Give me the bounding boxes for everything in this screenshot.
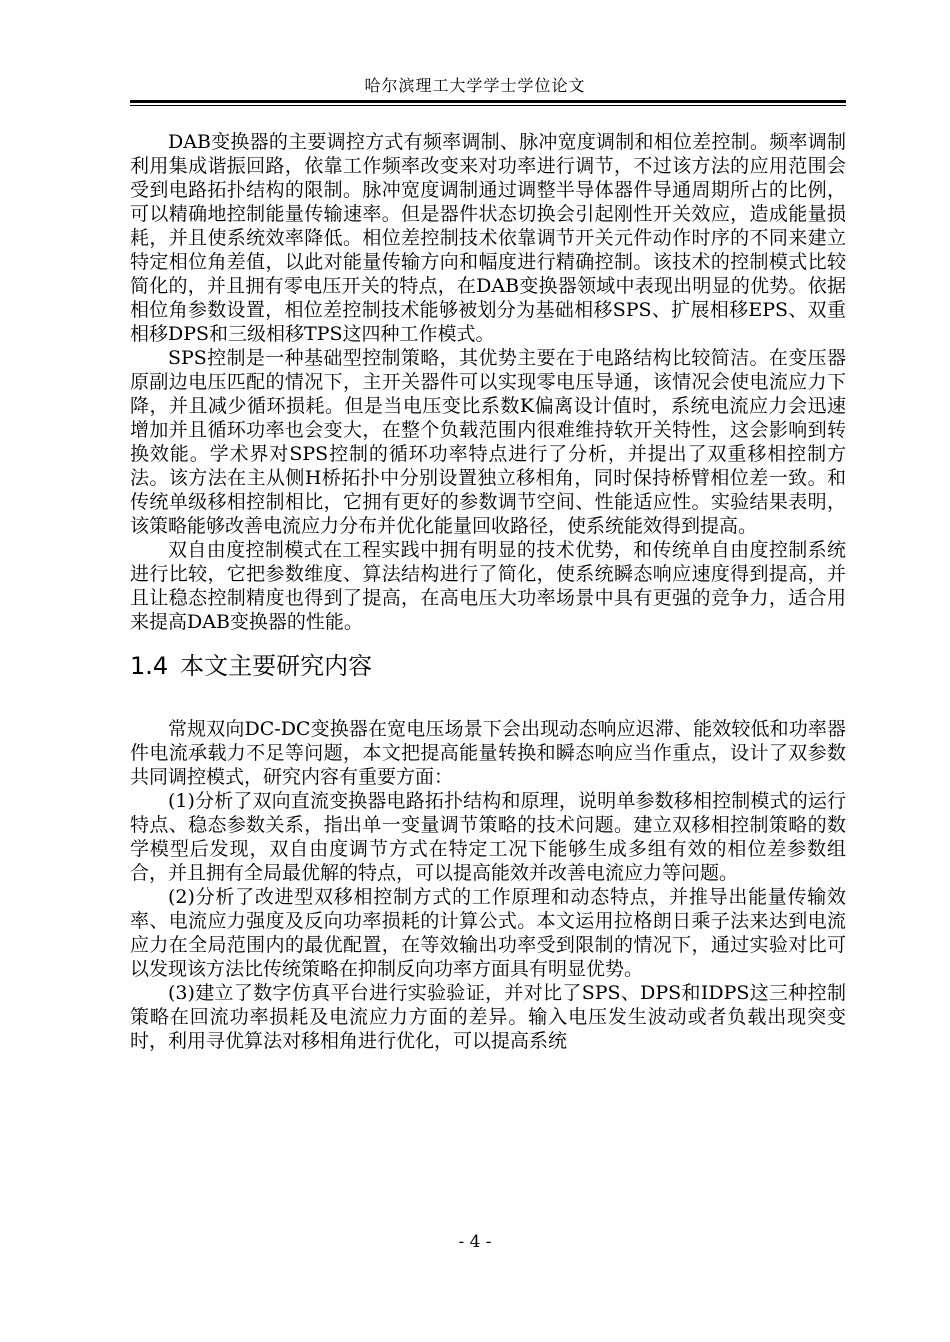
paragraph-research-intro: 常规双向DC-DC变换器在宽电压场景下会出现动态响应迟滞、能效较低和功率器件电流承载力不足等问题，本文把提高能量转换和瞬态响应当作重点，设计了双参数共同调控模式，研究内容有重要方面： bbox=[130, 718, 846, 788]
body-content bbox=[130, 130, 846, 1053]
paragraph-sps-control: SPS控制是一种基础型控制策略，其优势主要在于电路结构比较简洁。在变压器原副边电压匹配的情况下，主开关器件可以实现零电压导通，该情况会使电流应力下降，并且减少循环损耗。但是当电压变比系数K偏离设计值时，系统电流应力会迅速增加并且循环功率也会变大，在整个负载范围内很难维持软开关特性，这会影响到转换效能。学术界对SPS控制的循环功率特点进行了分析，并提出了双重移相控制方法。该方法在主从侧H桥拓扑中分别设置独立移相角，同时保持桥臂相位差一致。和传统单级移相控制相比，它拥有更好的参数调节空间、性能适应性。实验结果表明，该策略能够改善电流应力分布并优化能量回收路径，使系统能效得到提高。 bbox=[130, 347, 846, 537]
page-number: - 4 - bbox=[458, 1232, 492, 1252]
section-number: 1.4 bbox=[130, 652, 169, 680]
paragraph-dual-dof: 双自由度控制模式在工程实践中拥有明显的技术优势，和传统单自由度控制系统进行比较，它把参数维度、算法结构进行了简化，使系统瞬态响应速度得到提高，并且让稳态控制精度也得到了提高，在高电压大功率场景中具有更强的竞争力，适合用来提高DAB变换器的性能。 bbox=[130, 539, 846, 633]
paragraph-research-item-2: (2)分析了改进型双移相控制方式的工作原理和动态特点，并推导出能量传输效率、电流应力强度及反向功率损耗的计算公式。本文运用拉格朗日乘子法来达到电流应力在全局范围内的最优配置，在等效输出功率受到限制的情况下，通过实验对比可以发现该方法比传统策略在抑制反向功率方面具有明显优势。 bbox=[130, 886, 846, 980]
header-rule-thin bbox=[130, 105, 846, 106]
running-header: 哈尔滨理工大学学士学位论文 bbox=[364, 76, 586, 95]
paragraph-research-item-1: (1)分析了双向直流变换器电路拓扑结构和原理，说明单参数移相控制模式的运行特点、稳态参数关系，指出单一变量调节策略的技术问题。建立双移相控制策略的数学模型后发现，双自由度调节方式在特定工况下能够生成多组有效的相位差参数组合，并且拥有全局最优解的特点，可以提高能效并改善电流应力等问题。 bbox=[130, 790, 846, 884]
paragraph-dab-modulation: DAB变换器的主要调控方式有频率调制、脉冲宽度调制和相位差控制。频率调制利用集成谐振回路，依靠工作频率改变来对功率进行调节，不过该方法的应用范围会受到电路拓扑结构的限制。脉冲宽度调制通过调整半导体器件导通周期所占的比例，可以精确地控制能量传输速率。但是器件状态切换会引起刚性开关效应，造成能量损耗，并且使系统效率降低。相位差控制技术依靠调节开关元件动作时序的不同来建立特定相位角差值，以此对能量传输方向和幅度进行精确控制。该技术的控制模式比较简化的，并且拥有零电压开关的特点，在DAB变换器领域中表现出明显的优势。依据相位角参数设置，相位差控制技术能够被划分为基础相移SPS、扩展相移EPS、双重相移DPS和三级相移TPS这四种工作模式。 bbox=[130, 131, 846, 345]
section-heading bbox=[130, 651, 846, 681]
paragraph-research-item-3: (3)建立了数字仿真平台进行实验验证，并对比了SPS、DPS和IDPS这三种控制策略在回流功率损耗及电流应力方面的差异。输入电压发生波动或者负载出现突变时，利用寻优算法对移相角进行优化，可以提高系统 bbox=[130, 982, 846, 1052]
header-rule-thick bbox=[130, 100, 846, 103]
section-title-text: 本文主要研究内容 bbox=[180, 652, 373, 680]
